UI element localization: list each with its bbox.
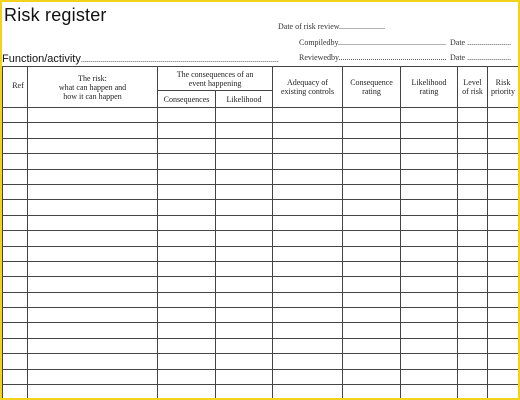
- table-cell[interactable]: [3, 292, 28, 307]
- table-cell[interactable]: [3, 354, 28, 369]
- table-cell[interactable]: [28, 308, 158, 323]
- table-cell[interactable]: [458, 215, 488, 230]
- table-cell[interactable]: [458, 231, 488, 246]
- table-cell[interactable]: [273, 169, 343, 184]
- table-cell[interactable]: [28, 338, 158, 353]
- table-cell[interactable]: [488, 154, 518, 169]
- table-cell[interactable]: [401, 154, 458, 169]
- table-cell[interactable]: [158, 308, 216, 323]
- table-cell[interactable]: [488, 308, 518, 323]
- table-cell[interactable]: [3, 338, 28, 353]
- risk-register-table: [2, 66, 518, 398]
- table-row: [3, 323, 519, 338]
- table-cell[interactable]: [273, 277, 343, 292]
- table-cell[interactable]: [158, 323, 216, 338]
- table-cell[interactable]: [158, 261, 216, 276]
- risk-register-sheet: [2, 2, 518, 398]
- table-cell[interactable]: [488, 169, 518, 184]
- table-cell[interactable]: [28, 184, 158, 199]
- table-row: [3, 215, 519, 230]
- table-cell[interactable]: [343, 246, 401, 261]
- table-cell[interactable]: [343, 108, 401, 123]
- column-header-consequence-rating: Consequence rating: [343, 67, 401, 108]
- table-cell[interactable]: [401, 338, 458, 353]
- column-header-likelihood-rating: Likelihood rating: [401, 67, 458, 108]
- table-cell[interactable]: [343, 261, 401, 276]
- table-cell[interactable]: [216, 385, 273, 398]
- table-cell[interactable]: [458, 308, 488, 323]
- table-cell[interactable]: [158, 369, 216, 384]
- compiled-date-field[interactable]: Date ......................: [450, 38, 512, 47]
- table-cell[interactable]: [458, 369, 488, 384]
- table-cell[interactable]: [458, 323, 488, 338]
- table-cell[interactable]: [216, 354, 273, 369]
- column-header-likelihood: Likelihood: [216, 91, 273, 108]
- table-row: [3, 354, 519, 369]
- table-row: [3, 261, 519, 276]
- table-cell[interactable]: [216, 323, 273, 338]
- table-cell[interactable]: [158, 385, 216, 398]
- table-cell[interactable]: [3, 231, 28, 246]
- table-cell[interactable]: [216, 338, 273, 353]
- table-cell[interactable]: [273, 108, 343, 123]
- table-cell[interactable]: [488, 246, 518, 261]
- table-cell[interactable]: [28, 138, 158, 153]
- table-cell[interactable]: [216, 215, 273, 230]
- function-activity-field[interactable]: [2, 53, 279, 65]
- table-cell[interactable]: [3, 246, 28, 261]
- table-cell[interactable]: [458, 277, 488, 292]
- table-cell[interactable]: [3, 200, 28, 215]
- table-cell[interactable]: [3, 169, 28, 184]
- table-cell[interactable]: [488, 292, 518, 307]
- table-cell[interactable]: [458, 246, 488, 261]
- table-cell[interactable]: [3, 385, 28, 398]
- function-activity-dots: ...................................................................................................: [80, 55, 279, 64]
- table-cell[interactable]: [458, 354, 488, 369]
- table-cell[interactable]: [401, 292, 458, 307]
- table-cell[interactable]: [343, 169, 401, 184]
- table-cell[interactable]: [216, 308, 273, 323]
- table-cell[interactable]: [273, 385, 343, 398]
- table-cell[interactable]: [216, 292, 273, 307]
- table-cell[interactable]: [343, 123, 401, 138]
- column-header-consequences: Consequences: [158, 91, 216, 108]
- table-cell[interactable]: [28, 385, 158, 398]
- table-cell[interactable]: [343, 184, 401, 199]
- table-cell[interactable]: [158, 215, 216, 230]
- table-cell[interactable]: [216, 184, 273, 199]
- table-cell[interactable]: [458, 292, 488, 307]
- table-cell[interactable]: [158, 154, 216, 169]
- table-cell[interactable]: [3, 215, 28, 230]
- table-cell[interactable]: [273, 231, 343, 246]
- date-of-review-field[interactable]: Date of risk review.......................: [278, 22, 386, 31]
- table-cell[interactable]: [343, 323, 401, 338]
- table-row: [3, 231, 519, 246]
- table-cell[interactable]: [158, 246, 216, 261]
- table-cell[interactable]: [273, 308, 343, 323]
- table-row: [3, 138, 519, 153]
- table-cell[interactable]: [28, 215, 158, 230]
- column-header-adequacy: Adequacy of existing controls: [273, 67, 343, 108]
- table-cell[interactable]: [28, 261, 158, 276]
- table-cell[interactable]: [273, 369, 343, 384]
- table-cell[interactable]: [3, 123, 28, 138]
- table-cell[interactable]: [488, 354, 518, 369]
- table-cell[interactable]: [28, 277, 158, 292]
- table-cell[interactable]: [158, 338, 216, 353]
- function-activity-label: Function/activity: [2, 53, 81, 65]
- table-cell[interactable]: [488, 215, 518, 230]
- table-cell[interactable]: [158, 231, 216, 246]
- compiled-by-field[interactable]: Compiledby......................................................: [299, 38, 447, 47]
- table-cell[interactable]: [273, 215, 343, 230]
- table-cell[interactable]: [458, 184, 488, 199]
- table-cell[interactable]: [343, 200, 401, 215]
- table-cell[interactable]: [488, 261, 518, 276]
- table-cell[interactable]: [216, 138, 273, 153]
- table-cell[interactable]: [216, 154, 273, 169]
- table-cell[interactable]: [273, 154, 343, 169]
- table-cell[interactable]: [3, 261, 28, 276]
- table-cell[interactable]: [216, 200, 273, 215]
- table-cell[interactable]: [458, 138, 488, 153]
- table-cell[interactable]: [458, 200, 488, 215]
- table-cell[interactable]: [343, 138, 401, 153]
- table-cell[interactable]: [158, 123, 216, 138]
- table-cell[interactable]: [273, 292, 343, 307]
- table-cell[interactable]: [343, 338, 401, 353]
- table-cell[interactable]: [401, 231, 458, 246]
- table-cell[interactable]: [458, 123, 488, 138]
- table-cell[interactable]: [158, 108, 216, 123]
- table-cell[interactable]: [401, 323, 458, 338]
- table-cell[interactable]: [488, 385, 518, 398]
- table-cell[interactable]: [28, 323, 158, 338]
- table-cell[interactable]: [401, 246, 458, 261]
- table-cell[interactable]: [488, 138, 518, 153]
- table-cell[interactable]: [28, 200, 158, 215]
- table-cell[interactable]: [458, 261, 488, 276]
- table-cell[interactable]: [343, 277, 401, 292]
- table-cell[interactable]: [216, 369, 273, 384]
- table-row: [3, 169, 519, 184]
- reviewed-date-field[interactable]: Date ......................: [450, 53, 512, 62]
- table-cell[interactable]: [3, 108, 28, 123]
- column-header-risk: The risk: what can happen and how it can happen: [28, 67, 158, 108]
- table-cell[interactable]: [458, 385, 488, 398]
- table-cell[interactable]: [401, 385, 458, 398]
- table-cell[interactable]: [273, 338, 343, 353]
- table-cell[interactable]: [3, 308, 28, 323]
- table-cell[interactable]: [401, 354, 458, 369]
- table-cell[interactable]: [28, 292, 158, 307]
- table-cell[interactable]: [158, 200, 216, 215]
- table-row: [3, 184, 519, 199]
- table-cell[interactable]: [401, 184, 458, 199]
- table-cell[interactable]: [458, 169, 488, 184]
- table-cell[interactable]: [458, 338, 488, 353]
- table-row: [3, 369, 519, 384]
- table-cell[interactable]: [488, 323, 518, 338]
- table-cell[interactable]: [343, 308, 401, 323]
- table-row: [3, 123, 519, 138]
- table-cell[interactable]: [28, 354, 158, 369]
- column-header-ref: Ref: [3, 67, 28, 108]
- table-cell[interactable]: [343, 354, 401, 369]
- table-row: [3, 154, 519, 169]
- register-body: [3, 108, 519, 399]
- table-cell[interactable]: [488, 123, 518, 138]
- table-cell[interactable]: [273, 138, 343, 153]
- table-cell[interactable]: [488, 200, 518, 215]
- table-cell[interactable]: [401, 108, 458, 123]
- table-cell[interactable]: [28, 154, 158, 169]
- reviewed-by-field[interactable]: Reviewedby......................................................: [299, 53, 447, 62]
- column-group-consequences: The consequences of an event happening: [158, 67, 273, 91]
- table-cell[interactable]: [273, 123, 343, 138]
- table-cell[interactable]: [158, 184, 216, 199]
- table-cell[interactable]: [158, 277, 216, 292]
- table-row: [3, 308, 519, 323]
- table-row: [3, 108, 519, 123]
- table-cell[interactable]: [216, 277, 273, 292]
- table-row: [3, 246, 519, 261]
- column-header-level-of-risk: Level of risk: [458, 67, 488, 108]
- table-cell[interactable]: [216, 123, 273, 138]
- table-cell[interactable]: [3, 154, 28, 169]
- table-cell[interactable]: [216, 261, 273, 276]
- table-cell[interactable]: [488, 231, 518, 246]
- table-cell[interactable]: [216, 246, 273, 261]
- table-row: [3, 385, 519, 398]
- table-cell[interactable]: [216, 108, 273, 123]
- table-cell[interactable]: [488, 184, 518, 199]
- table-cell[interactable]: [488, 277, 518, 292]
- table-cell[interactable]: [488, 369, 518, 384]
- table-cell[interactable]: [3, 138, 28, 153]
- table-cell[interactable]: [3, 184, 28, 199]
- table-cell[interactable]: [401, 200, 458, 215]
- table-cell[interactable]: [3, 323, 28, 338]
- table-cell[interactable]: [216, 231, 273, 246]
- table-cell[interactable]: [401, 123, 458, 138]
- table-cell[interactable]: [273, 323, 343, 338]
- table-cell[interactable]: [343, 369, 401, 384]
- table-cell[interactable]: [401, 308, 458, 323]
- column-header-risk-priority: Risk priority: [488, 67, 518, 108]
- table-cell[interactable]: [158, 138, 216, 153]
- table-cell[interactable]: [28, 369, 158, 384]
- table-cell[interactable]: [28, 246, 158, 261]
- table-row: [3, 292, 519, 307]
- table-cell[interactable]: [28, 169, 158, 184]
- table-cell[interactable]: [343, 215, 401, 230]
- table-cell[interactable]: [273, 261, 343, 276]
- table-cell[interactable]: [401, 138, 458, 153]
- table-cell[interactable]: [273, 184, 343, 199]
- table-cell[interactable]: [158, 169, 216, 184]
- table-cell[interactable]: [343, 385, 401, 398]
- table-cell[interactable]: [28, 123, 158, 138]
- table-row: [3, 338, 519, 353]
- table-cell[interactable]: [401, 169, 458, 184]
- table-cell[interactable]: [401, 369, 458, 384]
- table-cell[interactable]: [488, 108, 518, 123]
- table-cell[interactable]: [158, 292, 216, 307]
- table-cell[interactable]: [216, 169, 273, 184]
- table-cell[interactable]: [3, 277, 28, 292]
- table-cell[interactable]: [28, 231, 158, 246]
- table-cell[interactable]: [343, 154, 401, 169]
- page-title: Risk register: [4, 5, 107, 25]
- table-cell[interactable]: [488, 338, 518, 353]
- table-cell[interactable]: [458, 154, 488, 169]
- table-cell[interactable]: [458, 108, 488, 123]
- table-cell[interactable]: [401, 215, 458, 230]
- table-row: [3, 200, 519, 215]
- table-cell[interactable]: [343, 231, 401, 246]
- table-row: [3, 277, 519, 292]
- table-cell[interactable]: [401, 261, 458, 276]
- table-cell[interactable]: [343, 292, 401, 307]
- table-cell[interactable]: [273, 246, 343, 261]
- table-cell[interactable]: [273, 200, 343, 215]
- table-cell[interactable]: [158, 354, 216, 369]
- table-cell[interactable]: [28, 108, 158, 123]
- table-cell[interactable]: [401, 277, 458, 292]
- table-cell[interactable]: [273, 354, 343, 369]
- table-cell[interactable]: [3, 369, 28, 384]
